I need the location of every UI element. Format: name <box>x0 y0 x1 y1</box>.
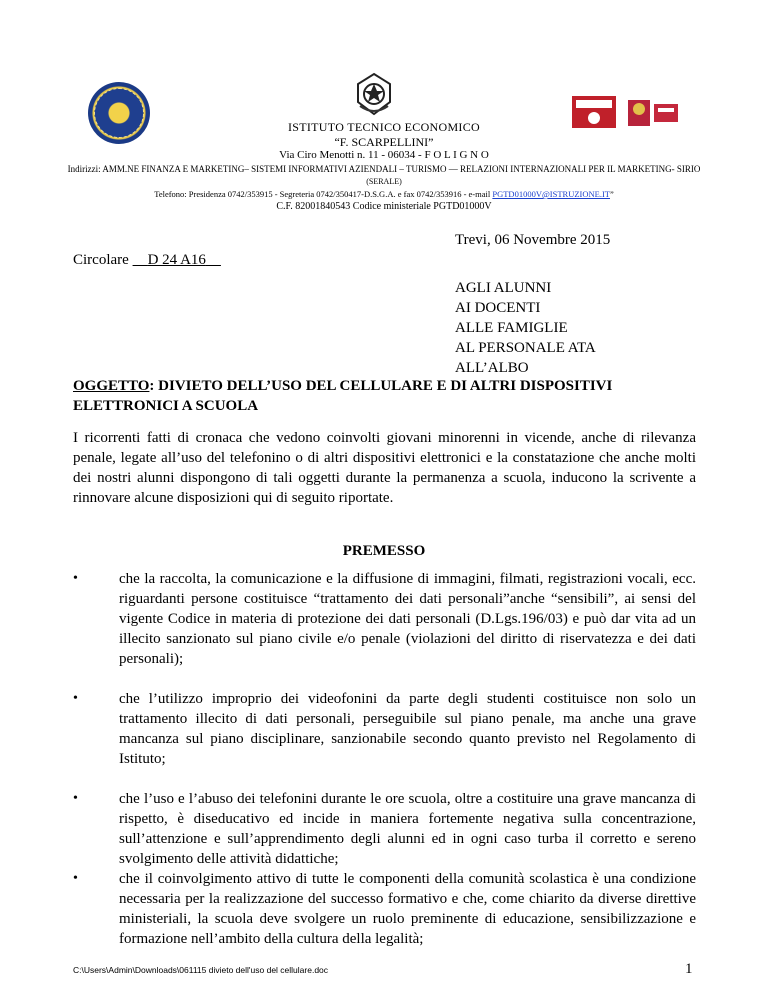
italian-republic-emblem <box>354 72 394 116</box>
circular-code: D 24 A16 <box>147 252 206 268</box>
page-number: 1 <box>685 961 693 977</box>
recipients-list <box>455 278 596 378</box>
recipient: AL PERSONALE ATA <box>455 340 596 356</box>
list-item-text: che il coinvolgimento attivo di tutte le componenti della comunità scolastica è una condizione necessaria per la realizzazione del successo formativo e che, come chiarito da diverse direttive ministeriali, la scuola deve svolgere un ruolo preminente di educazione, sensibilizzazione e formazione nell’ambito della cultura della legalità; <box>119 871 696 947</box>
phone-text: Telefono: Presidenza 0742/353915 - Segreteria 0742/350417-D.S.G.A. e fax 0742/353916 - e-mail <box>154 189 491 199</box>
subject-line <box>73 376 713 416</box>
recipient: ALLE FAMIGLIE <box>455 320 568 336</box>
list-item-text: che la raccolta, la comunicazione e la diffusione di immagini, filmati, registrazioni vocali, ecc. riguardanti persone costituisce “trattamento dei dati personali”anche “sensibili”, ai sensi del vigente Codice in materia di protezione dei dati personali (D.Lgs.196/03) e può dar vita ad un illecito sanzionato sul piano civile e/o penale (violazioni del diritto di riservatezza e dei dati personali); <box>119 571 696 667</box>
recipient: AGLI ALUNNI <box>455 280 552 296</box>
circular-number <box>73 250 221 270</box>
email-suffix: ” <box>610 189 614 199</box>
bullet-icon: • <box>73 791 78 806</box>
section-heading-premesso: PREMESSO <box>342 543 426 559</box>
recipient: AI DOCENTI <box>455 300 541 316</box>
bullet-icon: • <box>73 871 78 886</box>
recipient: ALL’ALBO <box>455 360 529 376</box>
subject-text: : DIVIETO DELL’USO DEL CELLULARE E DI ALTRI DISPOSITIVI ELETTRONICI A SCUOLA <box>73 378 613 414</box>
date-line: Trevi, 06 Novembre 2015 <box>455 232 611 248</box>
email-link[interactable]: PGTD01000V@ISTRUZIONE.IT <box>492 189 610 199</box>
school-courses-evening: (SERALE) <box>366 177 402 186</box>
bullet-icon: • <box>73 571 78 586</box>
subject-label: OGGETTO <box>73 378 150 394</box>
circular-label: Circolare <box>73 252 129 268</box>
school-courses: Indirizzi: AMM.NE FINANZA E MARKETING– SISTEMI INFORMATIVI AZIENDALI – TURISMO — RELAZIONI INTERNAZIONALI PER IL MARKETING- SIRIO <box>67 164 701 174</box>
intro-paragraph: I ricorrenti fatti di cronaca che vedono coinvolti giovani minorenni in vicende, anche di rilevanza penale, legate all’uso del telefonino o di altri dispositivi elettronici e la constatazione che anche molti dei nostri alunni dispongono di tali oggetti durante la permanenza a scuola, inducono la scrivente a rinnovare alcune disposizioni qui di seguito riportate. <box>73 430 696 506</box>
school-subtitle: “F. SCARPELLINI” <box>334 135 434 149</box>
contact-line <box>0 189 768 199</box>
bullet-icon: • <box>73 691 78 706</box>
list-item-text: che l’utilizzo improprio dei videofonini da parte degli studenti costituisce non solo un trattamento illecito di dati personali, perseguibile sul piano penale, ma anche una grave mancanza sul piano disciplinare, sanzionabile secondo quanto previsto nel Regolamento di Istituto; <box>119 691 696 767</box>
list-item-text: che l’uso e l’abuso dei telefonini durante le ore scuola, oltre a costituire una grave mancanza di rispetto, è diseducativo ed incide in maniera fortemente negativa sulla concentrazione, sull’attenzione e sull’apprendimento degli alunni ed in ogni caso turba il corretto e sereno svolgimento delle attività didattiche; <box>119 791 696 867</box>
fiscal-code: C.F. 82001840543 Codice ministeriale PGTD01000V <box>276 201 492 212</box>
footer-file-path: C:\Users\Admin\Downloads\061115 divieto dell'uso del cellulare.doc <box>73 965 329 975</box>
school-name: ISTITUTO TECNICO ECONOMICO <box>287 120 481 134</box>
school-address: Via Ciro Menotti n. 11 - 06034 - F O L I G N O <box>279 149 489 161</box>
